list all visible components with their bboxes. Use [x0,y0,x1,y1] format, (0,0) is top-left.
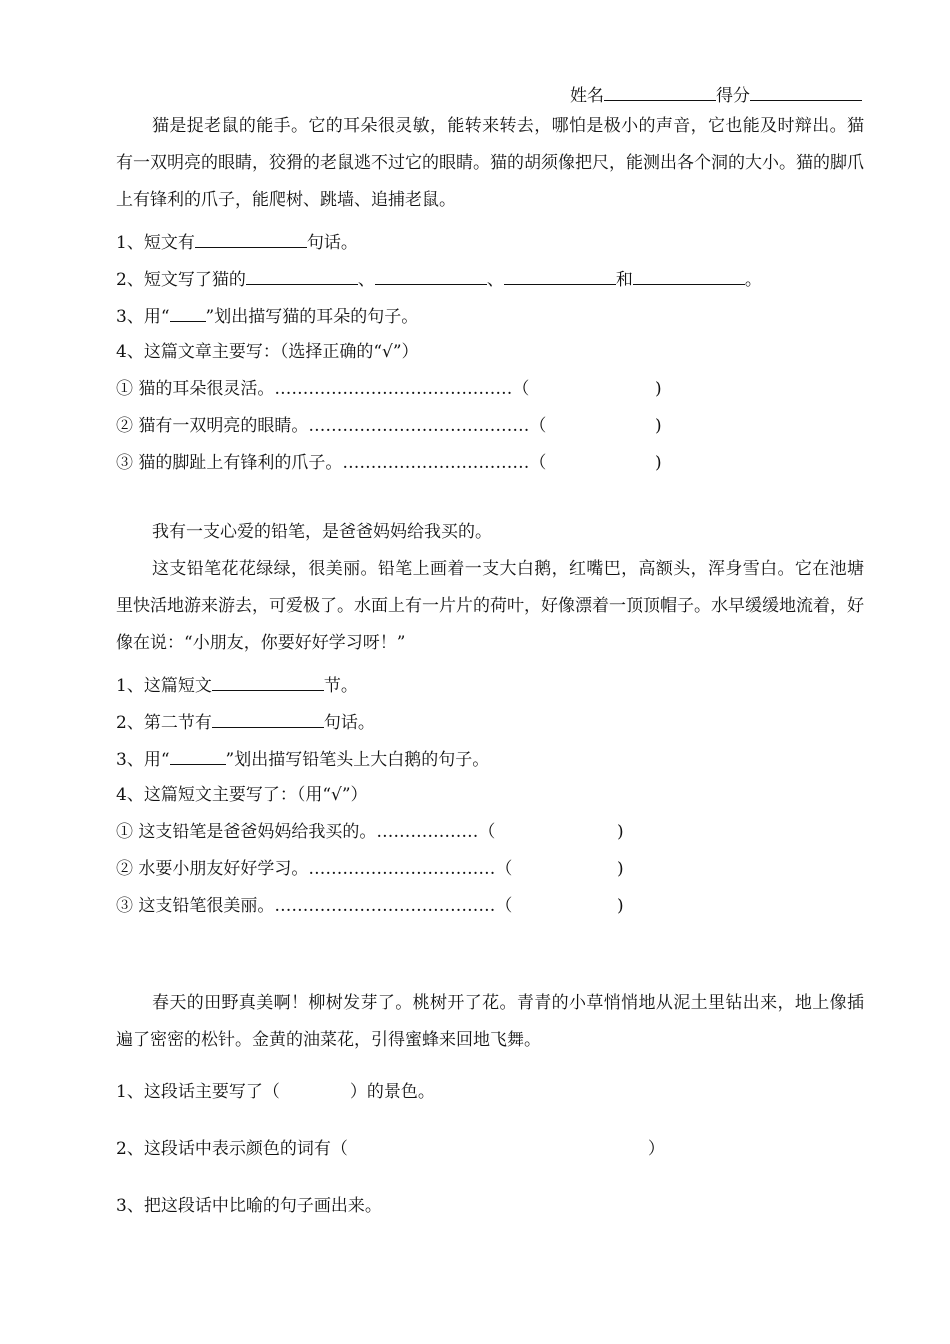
s3-question-3: 3、把这段话中比喻的句子画出来。 [116,1196,382,1216]
section3-paragraph: 春天的田野真美啊！柳树发芽了。桃树开了花。青青的小草悄悄地从泥土里钻出来，地上像插遍了密密的松针。金黄的油菜花，引得蜜蜂来回地飞舞。 [116,993,864,1050]
s1-option-3[interactable]: ③ 猫的脚趾上有锋利的爪子。……………………………（ [116,453,547,473]
s1-q2-blank-3[interactable] [504,266,616,285]
s2-question-3 [116,746,489,772]
s1-q2-end: 。 [744,270,762,290]
name-blank[interactable] [604,82,716,101]
s2-q2-tail: 句话。 [323,713,375,733]
s1-q2-text: 2、短文写了猫的 [116,270,246,290]
s2-q2-blank[interactable] [212,709,324,728]
s1-q2-sep-1: 、 [357,270,375,290]
s1-q2-blank-4[interactable] [633,266,745,285]
s1-q2-blank-1[interactable] [246,266,358,285]
s1-question-4: 4、这篇文章主要写：（选择正确的“√”） [116,342,419,362]
s1-q2-sep-2: 、 [486,270,504,290]
s1-q1-text: 1、短文有 [116,233,195,253]
section2-paragraph-2: 这支铅笔花花绿绿，很美丽。铅笔上画着一支大白鹅，红嘴巴，高额头，浑身雪白。它在池塘里快活地游来游去，可爱极了。水面上有一片片的荷叶，好像漂着一顶顶帽子。水早缓缓地流着，好像在说：“小朋友，你要好好学习呀！” [116,559,864,653]
s1-q3-blank[interactable] [170,303,206,322]
s1-option-1[interactable]: ① 猫的耳朵很灵活。……………………………………（ [116,379,530,399]
s3-question-2 [116,1137,665,1161]
s3-question-1 [116,1080,435,1104]
s1-option-2[interactable]: ② 猫有一双明亮的眼睛。…………………………………（ [116,416,547,436]
s1-q1-tail: 句话。 [306,233,358,253]
s2-q3-tail: ”划出描写铅笔头上大白鹅的句子。 [225,750,490,770]
s3-q2-text: 2、这段话中表示颜色的词有（ [116,1139,348,1159]
s1-q3-text: 3、用“ [116,307,170,327]
s1-q3-tail: ”划出描写猫的耳朵的句子。 [205,307,419,327]
s1-option-3-close: ) [655,453,662,473]
s2-question-4: 4、这篇短文主要写了：（用“√”） [116,785,368,805]
s2-q3-text: 3、用“ [116,750,170,770]
s2-option-3-close: ) [617,896,624,916]
s1-q2-blank-2[interactable] [375,266,487,285]
s2-q2-text: 2、第二节有 [116,713,212,733]
s2-option-2-close: ) [617,859,624,879]
s2-option-1-close: ) [617,822,624,842]
s1-option-2-close: ) [655,416,662,436]
s2-q1-text: 1、这篇短文 [116,676,212,696]
s2-option-3[interactable]: ③ 这支铅笔很美丽。…………………………………（ [116,896,513,916]
section2-paragraph-1: 我有一支心爱的铅笔，是爸爸妈妈给我买的。 [152,522,492,542]
s2-question-1 [116,672,358,698]
score-blank[interactable] [750,82,862,101]
name-label: 姓名 [570,86,604,106]
s2-q1-tail: 节。 [323,676,358,696]
section1-paragraph: 猫是捉老鼠的能手。它的耳朵很灵敏，能转来转去，哪怕是极小的声音，它也能及时辩出。猫有一双明亮的眼睛，狡猾的老鼠逃不过它的眼睛。猫的胡须像把尺，能测出各个洞的大小。猫的脚爪上有锋利的爪子，能爬树、跳墙、追捕老鼠。 [116,116,864,210]
s1-question-1 [116,229,358,255]
s2-option-2[interactable]: ② 水要小朋友好好学习。……………………………（ [116,859,513,879]
s3-q2-tail: ） [647,1139,665,1159]
s1-option-1-close: ) [655,379,662,399]
s3-q1-text: 1、这段话主要写了（ [116,1082,280,1102]
s1-question-2 [116,266,762,292]
s1-question-3 [116,303,418,329]
s2-option-1[interactable]: ① 这支铅笔是爸爸妈妈给我买的。………………（ [116,822,496,842]
s2-q1-blank[interactable] [212,672,324,691]
s2-q3-blank[interactable] [170,746,226,765]
score-label: 得分 [716,86,750,106]
s1-q2-and: 和 [615,270,633,290]
s3-q1-tail: ）的景色。 [349,1082,435,1102]
header [570,82,862,108]
s1-q1-blank[interactable] [195,229,307,248]
s2-question-2 [116,709,375,735]
